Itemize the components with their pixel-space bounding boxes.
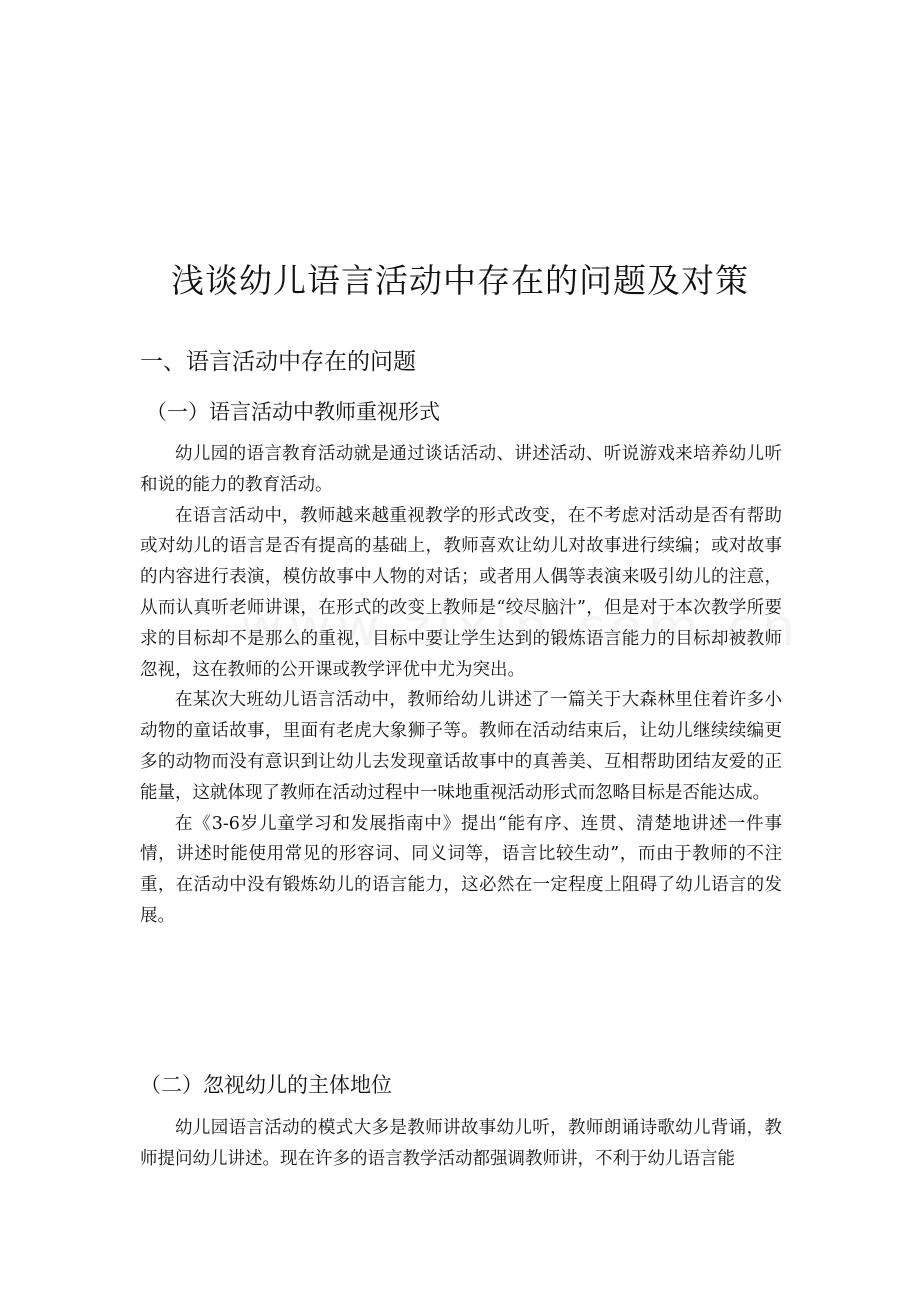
paragraph: 在语言活动中，教师越来越重视教学的形式改变，在不考虑对活动是否有帮助或对幼儿的语言是否有提高的基础上，教师喜欢让幼儿对故事进行续编；或对故事的内容进行表演，模仿故事中人物的对话；或者用人偶等表演来吸引幼儿的注意，从而认真听老师讲课，在形式的改变上教师是“绞尽脑汁”，但是对于本次教学所要求的目标却不是那么的重视，目标中要让学生达到的锻炼语言能力的目标却被教师忽视，这在教师的公开课或教学评优中尤为突出。: [140, 505, 782, 680]
paragraph: 在《3-6岁儿童学习和发展指南中》提出“能有序、连贯、清楚地讲述一件事情，讲述时能使用常见的形容词、同义词等，语言比较生动”，而由于教师的不注重，在活动中没有锻炼幼儿的语言能力，这必然在一定程度上阻碍了幼儿语言的发展。: [140, 813, 782, 926]
paragraph: 幼儿园语言活动的模式大多是教师讲故事幼儿听，教师朗诵诗歌幼儿背诵，教师提问幼儿讲述。现在许多的语言教学活动都强调教师讲，不利于幼儿语言能: [140, 1118, 782, 1169]
paragraph: 幼儿园的语言教育活动就是通过谈话活动、讲述活动、听说游戏来培养幼儿听和说的能力的教育活动。: [140, 444, 782, 495]
subsection-2-body: [140, 1113, 782, 1175]
section-heading-1: 一、语言活动中存在的问题: [140, 349, 416, 375]
subsection-heading-1: （一）语言活动中教师重视形式: [146, 400, 440, 424]
subsection-heading-2: （二）忽视幼儿的主体地位: [140, 1073, 392, 1097]
subsection-1-body: [140, 439, 782, 932]
paragraph: 在某次大班幼儿语言活动中，教师给幼儿讲述了一篇关于大森林里住着许多小动物的童话故事，里面有老虎大象狮子等。教师在活动结束后，让幼儿继续续编更多的动物而没有意识到让幼儿去发现童话故事中的真善美、互相帮助团结友爱的正能量，这就体现了教师在活动过程中一味地重视活动形式而忽略目标是否能达成。: [140, 690, 782, 803]
document-title: 浅谈幼儿语言活动中存在的问题及对策: [171, 261, 749, 300]
